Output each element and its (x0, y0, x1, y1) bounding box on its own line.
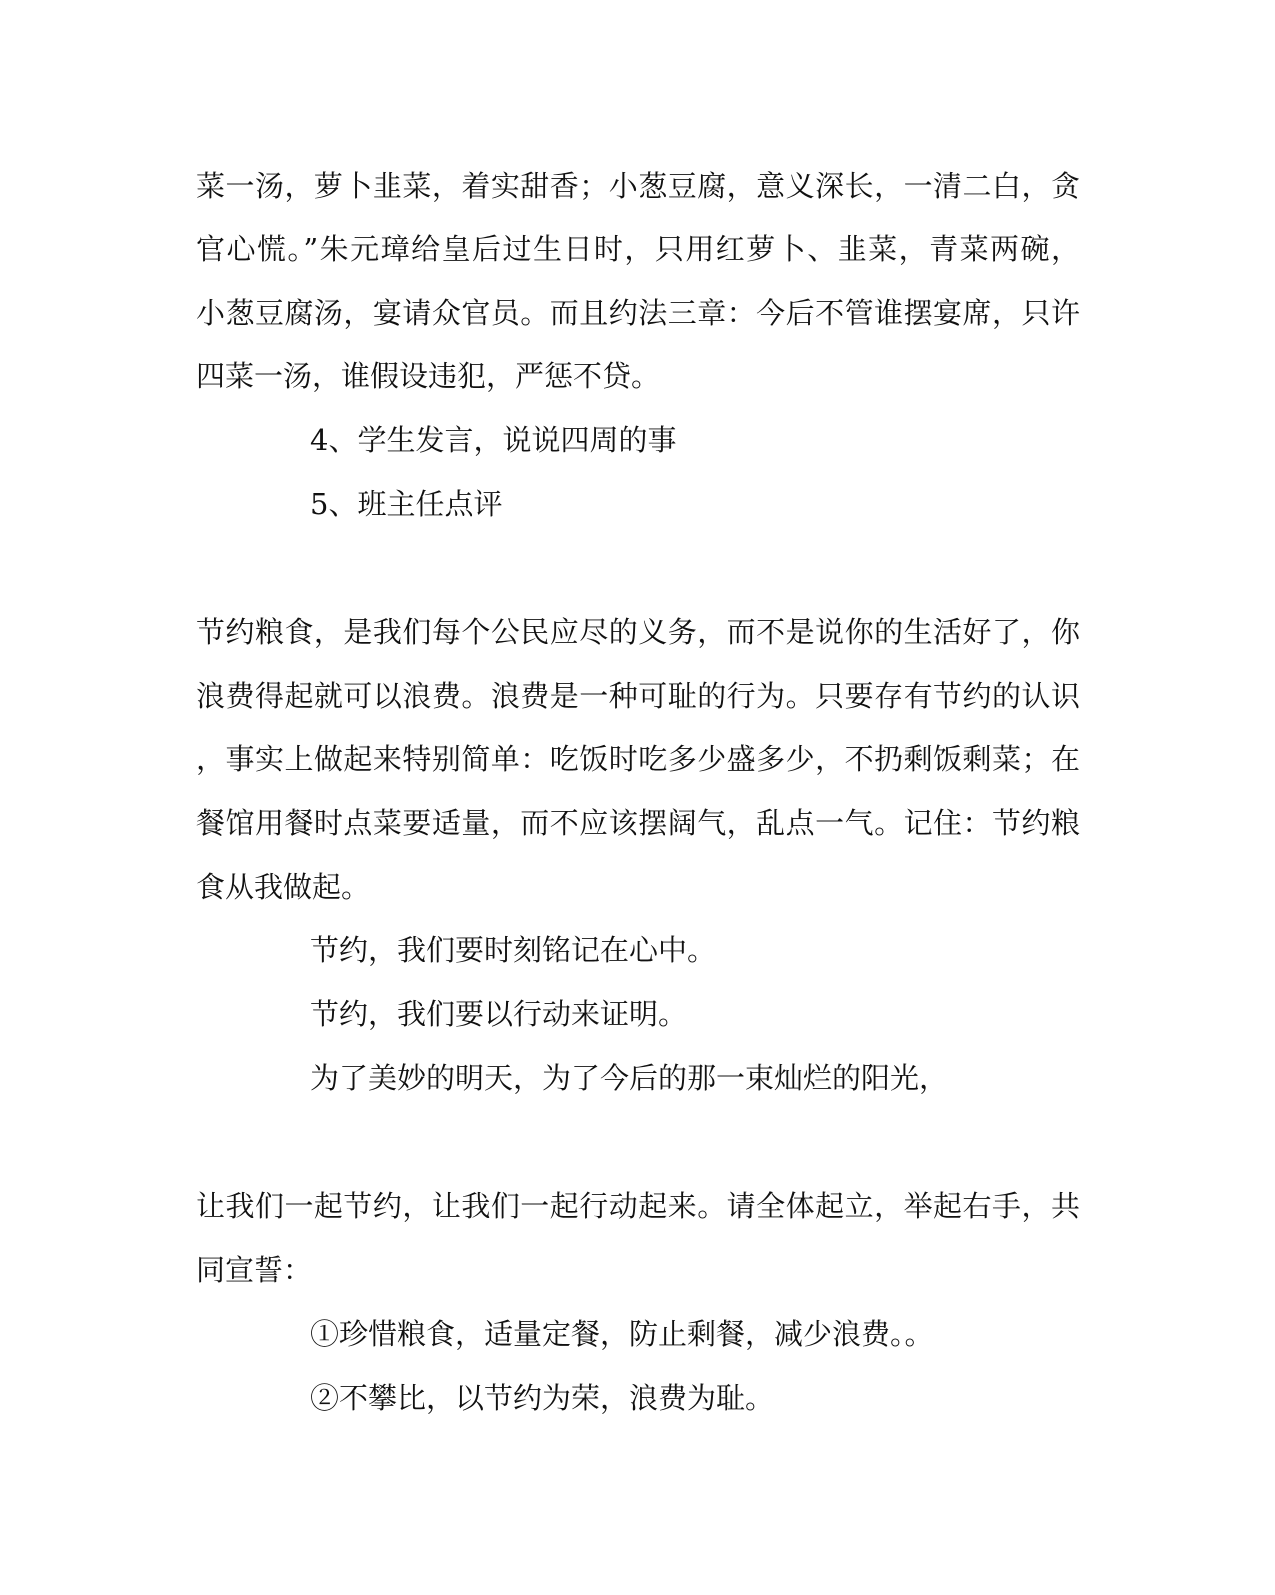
verse-line-2: 节约，我们要以行动来证明。 (310, 997, 688, 1031)
oath-item-2: ②不攀比，以节约为荣，浪费为耻。 (310, 1381, 775, 1415)
oath-intro-line-2: 同宣誓： (196, 1253, 313, 1287)
story-paragraph-line-3: 小葱豆腐汤，宴请众官员。而且约法三章：今后不管谁摆宴席，只许 (196, 296, 1080, 330)
verse-line-1: 节约，我们要时刻铭记在心中。 (310, 933, 717, 967)
comment-paragraph-line-2: 浪费得起就可以浪费。浪费是一种可耻的行为。只要存有节约的认识 (196, 679, 1080, 713)
oath-intro-line-1: 让我们一起节约，让我们一起行动起来。请全体起立，举起右手，共 (196, 1189, 1080, 1223)
story-paragraph-line-1: 菜一汤，萝卜韭菜，着实甜香；小葱豆腐，意义深长，一清二白，贪 (196, 169, 1080, 203)
comment-paragraph-line-5: 食从我做起。 (196, 870, 371, 904)
comment-paragraph-line-3: ，事实上做起来特别简单：吃饭时吃多少盛多少，不扔剩饭剩菜；在 (196, 742, 1080, 776)
comment-paragraph-line-1: 节约粮食，是我们每个公民应尽的义务，而不是说你的生活好了，你 (196, 615, 1080, 649)
story-paragraph-line-2: 官心慌。”朱元璋给皇后过生日时，只用红萝卜、韭菜，青菜两碗， (196, 232, 1080, 266)
story-paragraph-line-4: 四菜一汤，谁假设违犯，严惩不贷。 (196, 359, 661, 393)
verse-line-3: 为了美妙的明天，为了今后的那一束灿烂的阳光， (310, 1061, 949, 1095)
step-5-heading: 5、班主任点评 (310, 487, 503, 521)
comment-paragraph-line-4: 餐馆用餐时点菜要适量，而不应该摆阔气，乱点一气。记住：节约粮 (196, 806, 1080, 840)
oath-item-1: ①珍惜粮食，适量定餐，防止剩餐，减少浪费。。 (310, 1317, 934, 1351)
step-4-heading: 4、学生发言，说说四周的事 (310, 423, 677, 457)
